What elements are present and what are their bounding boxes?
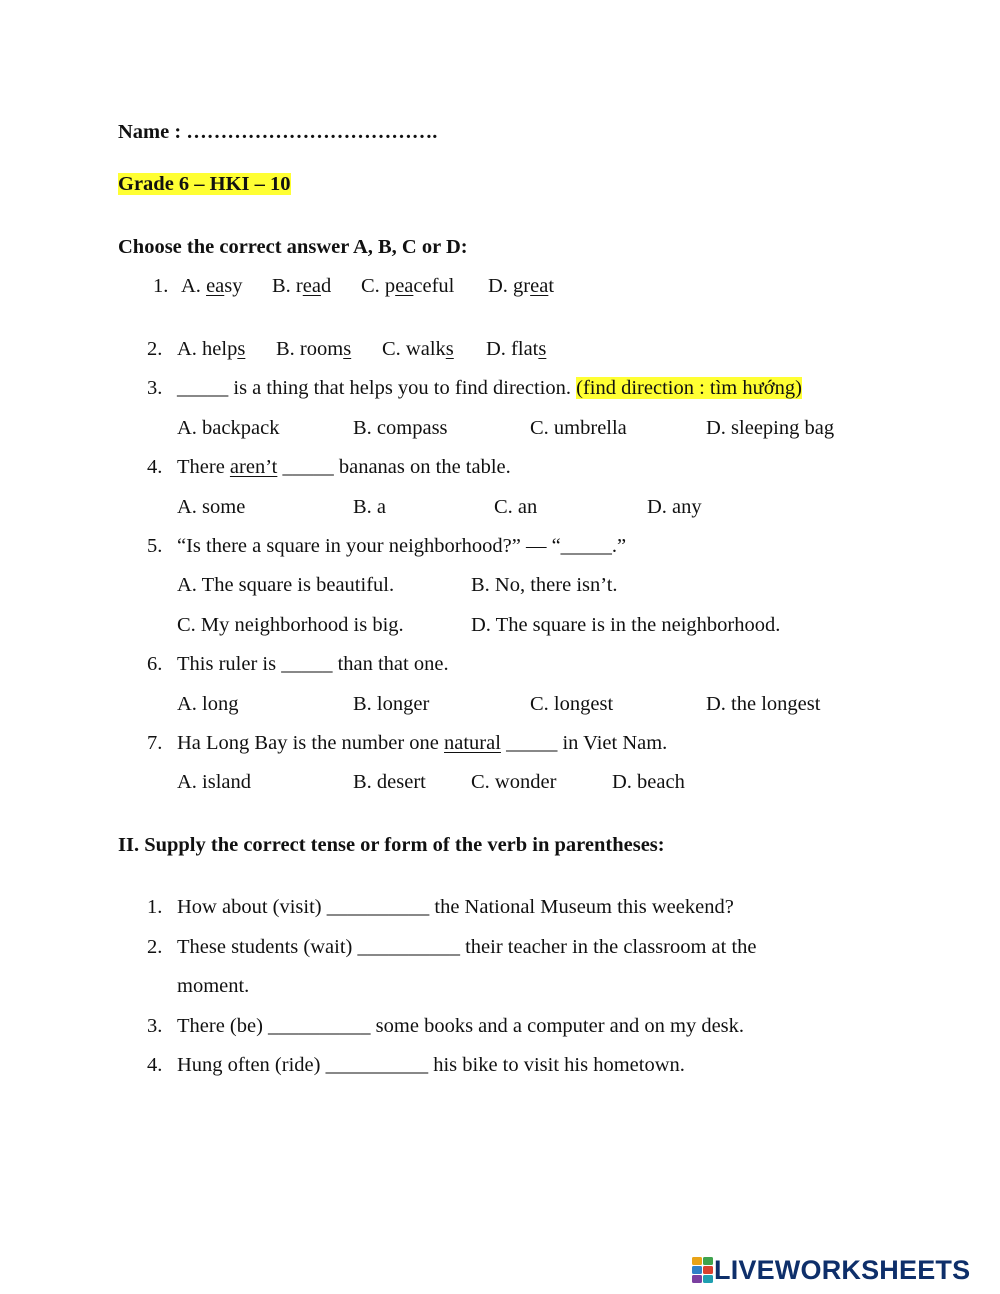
q6-option-c: C. longest — [530, 693, 614, 715]
q2-option-a: A. helps — [177, 338, 246, 360]
q6-option-a: A. long — [177, 693, 239, 715]
q1-option-d: D. great — [488, 275, 555, 297]
q3-option-a: A. backpack — [177, 417, 280, 439]
q3-option-d: D. sleeping bag — [706, 417, 835, 439]
q7-question: Ha Long Bay is the number one natural _____ in Viet Nam. — [177, 732, 668, 754]
q4-option-a: A. some — [177, 496, 246, 518]
liveworksheets-logo-icon — [692, 1257, 714, 1283]
q4-number: 4. — [147, 456, 163, 478]
grade-title — [118, 171, 291, 197]
q6-number: 6. — [147, 653, 163, 675]
section1-title: Choose the correct answer A, B, C or D: — [118, 236, 468, 258]
q1-option-c: C. peaceful — [361, 275, 455, 297]
q5-option-c: C. My neighborhood is big. — [177, 614, 404, 636]
q2-number: 2. — [147, 338, 163, 360]
q2-option-d: D. flats — [486, 338, 547, 360]
q4-option-c: C. an — [494, 496, 538, 518]
q4-option-d: D. any — [647, 496, 702, 518]
name-field-label: Name : ………………………………. — [118, 121, 438, 143]
q6-option-d: D. the longest — [706, 693, 821, 715]
s2-item4-number: 4. — [147, 1054, 163, 1076]
grade-title-text: Grade 6 – HKI – 10 — [118, 173, 291, 195]
s2-item4-text: Hung often (ride) __________ his bike to visit his hometown. — [177, 1054, 685, 1076]
q1-option-b: B. read — [272, 275, 332, 297]
q5-number: 5. — [147, 535, 163, 557]
q7-option-d: D. beach — [612, 771, 685, 793]
q7-option-b: B. desert — [353, 771, 426, 793]
q3-option-b: B. compass — [353, 417, 448, 439]
s2-item2-text-cont: moment. — [177, 975, 250, 997]
q6-option-b: B. longer — [353, 693, 430, 715]
q7-option-c: C. wonder — [471, 771, 557, 793]
q7-option-a: A. island — [177, 771, 252, 793]
q2-option-b: B. rooms — [276, 338, 352, 360]
liveworksheets-logo — [692, 1256, 970, 1284]
s2-item1-text: How about (visit) __________ the National Museum this weekend? — [177, 896, 734, 918]
s2-item3-number: 3. — [147, 1015, 163, 1037]
section2-title: II. Supply the correct tense or form of the verb in parentheses: — [118, 834, 665, 856]
q4-option-b: B. a — [353, 496, 387, 518]
q5-option-b: B. No, there isn’t. — [471, 574, 618, 596]
q5-option-d: D. The square is in the neighborhood. — [471, 614, 781, 636]
q3-option-c: C. umbrella — [530, 417, 627, 439]
liveworksheets-logo-text: LIVEWORKSHEETS — [714, 1255, 971, 1285]
q5-option-a: A. The square is beautiful. — [177, 574, 395, 596]
q5-question: “Is there a square in your neighborhood?” — “_____.” — [177, 535, 627, 557]
s2-item2-text: These students (wait) __________ their teacher in the classroom at the — [177, 936, 757, 958]
q7-number: 7. — [147, 732, 163, 754]
q3-hint: (find direction : tìm hướng) — [576, 377, 802, 399]
q1-number: 1. — [153, 275, 169, 297]
q6-question: This ruler is _____ than that one. — [177, 653, 449, 675]
q3-number: 3. — [147, 377, 163, 399]
s2-item2-number: 2. — [147, 936, 163, 958]
q2-option-c: C. walks — [382, 338, 454, 360]
s2-item3-text: There (be) __________ some books and a computer and on my desk. — [177, 1015, 745, 1037]
q4-question: There aren’t _____ bananas on the table. — [177, 456, 511, 478]
q1-option-a: A. easy — [181, 275, 243, 297]
q3-question: _____ is a thing that helps you to find direction. (find direction : tìm hướng) — [177, 377, 802, 399]
s2-item1-number: 1. — [147, 896, 163, 918]
